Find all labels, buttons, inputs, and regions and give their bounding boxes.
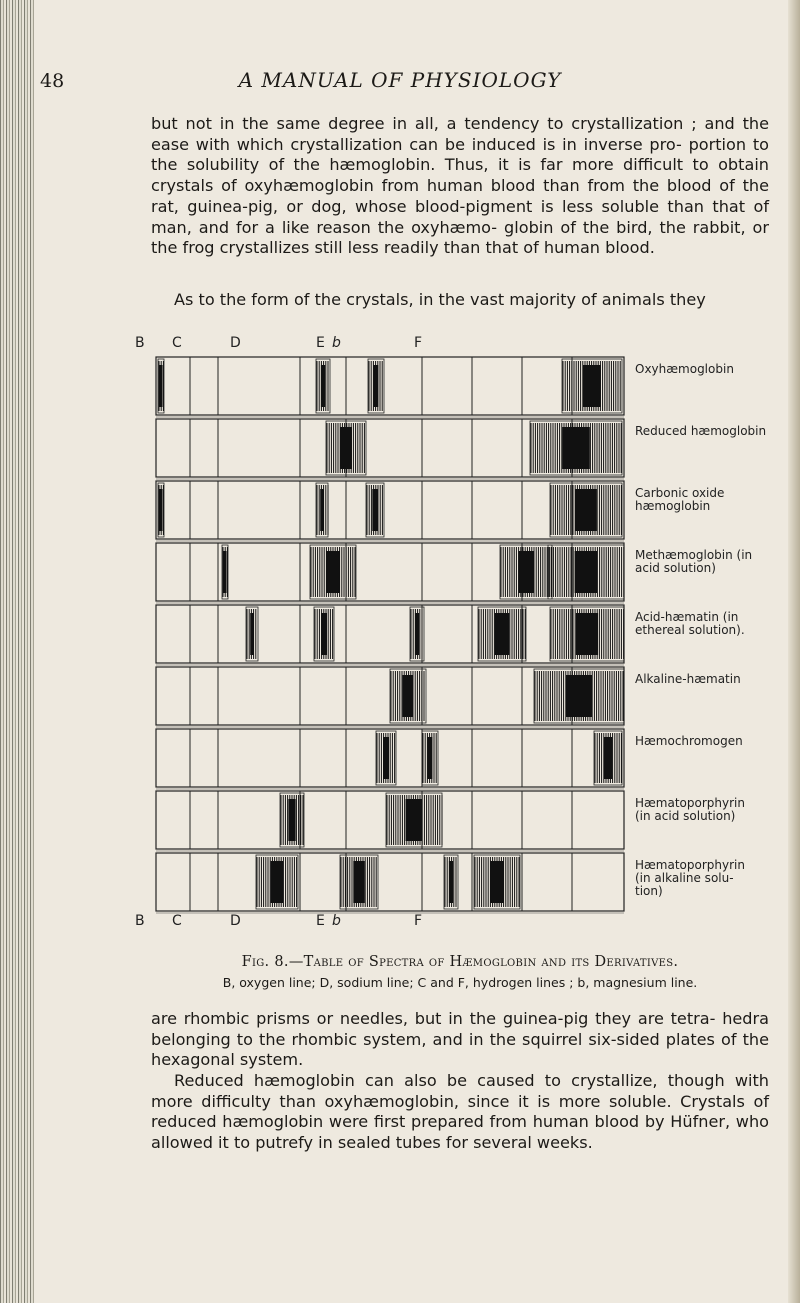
band-core	[372, 489, 377, 531]
spectrum-row-frame	[156, 357, 624, 415]
figure-legend: B, oxygen line; D, sodium line; C and F, hydrogen lines ; b, magnesium line.	[222, 975, 698, 990]
paragraph-4: Reduced hæmoglobin can also be caused to crystallize, though with more difficulty than oxyhæmoglobin, since it is more soluble. Crystals of reduced hæmoglobin were first prepared from human blood by Hüfner, who allowed it to putrefy in sealed tubes for several weeks.	[151, 1071, 769, 1153]
band-core	[490, 861, 504, 903]
absorption-bands	[158, 359, 624, 909]
band-core	[326, 551, 340, 593]
row-label-line3: tion)	[635, 884, 663, 898]
band-core	[321, 613, 327, 655]
paragraph-2: As to the form of the crystals, in the vast majority of animals they	[174, 290, 706, 309]
row-label-line2: (in alkaline solu-	[635, 871, 734, 885]
line-letter-top: F	[414, 335, 423, 351]
row-label: Carbonic oxide	[635, 486, 725, 500]
band-core	[604, 737, 612, 779]
band-core	[224, 551, 227, 593]
line-letter-top: B	[135, 335, 145, 351]
row-label: Hæmochromogen	[635, 734, 743, 748]
band-core	[271, 861, 284, 903]
line-letter-bottom: D	[230, 913, 241, 929]
band-core	[583, 365, 601, 407]
line-letter-bottom: E	[316, 913, 325, 929]
band-core	[428, 737, 433, 779]
band-core	[160, 365, 163, 407]
row-label: Reduced hæmoglobin	[635, 424, 767, 438]
row-label: Acid-hæmatin (in	[635, 610, 739, 624]
page-edge-left	[0, 0, 34, 1303]
spectrum-row-frame	[156, 419, 624, 477]
row-label-line2: acid solution)	[635, 561, 716, 575]
band-core	[250, 613, 254, 655]
spectrum-row-frame	[156, 605, 624, 663]
line-letter-bottom: b	[332, 913, 341, 929]
row-label-line2: (in acid solution)	[635, 809, 736, 823]
spectrum-row-frame	[156, 791, 624, 849]
figure-number: Fig. 8.	[241, 954, 289, 970]
band-core	[288, 799, 295, 841]
line-letters-top	[135, 335, 422, 351]
row-label: Oxyhæmoglobin	[635, 362, 734, 376]
row-labels	[635, 362, 766, 898]
line-letter-bottom: C	[172, 913, 182, 929]
band-core	[575, 551, 598, 593]
band-core	[562, 427, 590, 469]
line-letter-top: b	[332, 335, 341, 351]
figure-caption	[151, 954, 769, 970]
line-letters-bottom	[135, 913, 422, 929]
row-label: Alkaline-hæmatin	[635, 672, 741, 686]
line-letter-top: C	[172, 335, 182, 351]
running-head: A MANUAL OF PHYSIOLOGY	[238, 68, 562, 92]
spectrum-row-frame	[156, 481, 624, 539]
band-core	[374, 365, 379, 407]
spectrum-row-frame	[156, 853, 624, 911]
band-core	[340, 427, 352, 469]
band-core	[383, 737, 389, 779]
row-label-line2: hæmoglobin	[635, 499, 711, 513]
band-core	[495, 613, 509, 655]
row-label: Hæmatoporphyrin	[635, 858, 745, 872]
line-letter-top: E	[316, 335, 325, 351]
line-letter-top: D	[230, 335, 241, 351]
line-letter-bottom: F	[414, 913, 423, 929]
spectra-table-figure	[135, 325, 790, 950]
band-core	[449, 861, 453, 903]
band-core	[518, 551, 534, 593]
band-core	[403, 675, 414, 717]
paragraph-3: are rhombic prisms or needles, but in the guinea-pig they are tetra- hedra belonging to the rhombic system, and in the squirrel six-sided plates of the hexagonal system.	[151, 1009, 769, 1070]
figure-title: —Table of Spectra of Hæmoglobin and its Derivatives.	[288, 954, 679, 970]
band-core	[576, 613, 598, 655]
band-core	[566, 675, 593, 717]
page-number: 48	[40, 70, 65, 92]
band-core	[321, 365, 325, 407]
band-core	[415, 613, 419, 655]
band-core	[320, 489, 324, 531]
paragraph-1: but not in the same degree in all, a tendency to crystallization ; and the ease with which crystallization can be induced is in inverse pro- portion to the solubility of the hæmoglobin. Thus, it is far more difficult to obtain crystals of oxyhæmoglobin from human blood than from the blood of the rat, guinea-pig, or dog, whose blood-pigment is less soluble than that of man, and for a like reason the oxyhæmo- globin of the bird, the rabbit, or the frog crystallizes still less readily than that of human blood.	[151, 114, 769, 258]
band-core	[353, 861, 364, 903]
band-core	[575, 489, 597, 531]
row-label: Methæmoglobin (in	[635, 548, 753, 562]
line-letter-bottom: B	[135, 913, 145, 929]
spectra-grid	[156, 357, 624, 913]
band-core	[406, 799, 423, 841]
band-core	[160, 489, 163, 531]
row-label: Hæmatoporphyrin	[635, 796, 745, 810]
row-label-line2: ethereal solution).	[635, 623, 745, 637]
